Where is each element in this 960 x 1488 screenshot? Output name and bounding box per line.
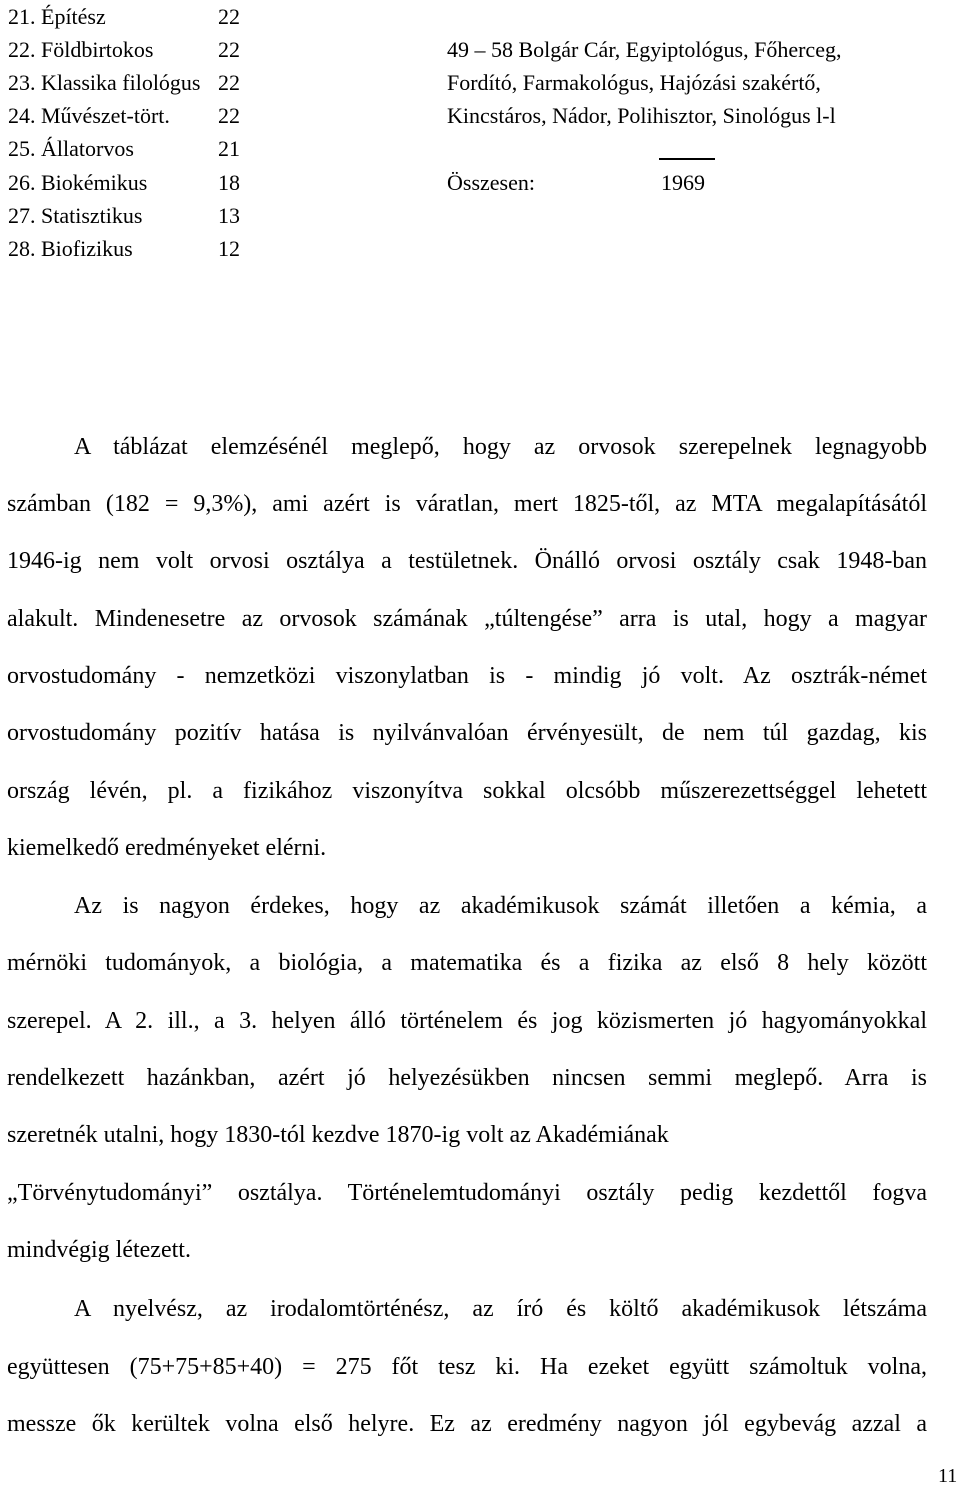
list-item-count: 21	[218, 136, 240, 161]
list-item-name: 25. Állatorvos	[8, 136, 134, 161]
paragraph-line: számban (182 = 9,3%), ami azért is váratlan, mert 1825-től, az MTA megalapításától	[7, 491, 927, 517]
list-item-name: 23. Klassika filológus	[8, 70, 201, 95]
paragraph-line: rendelkezett hazánkban, azért jó helyezésükben nincsen semmi meglepő. Arra is	[7, 1065, 927, 1091]
paragraph-line: A nyelvész, az irodalomtörténész, az író és költő akadémikusok létszáma	[74, 1296, 927, 1322]
list-item-name: 27. Statisztikus	[8, 203, 143, 228]
list-item-count: 22	[218, 37, 240, 62]
remaining-occupations-line: 49 – 58 Bolgár Cár, Egyiptológus, Főherceg,	[447, 37, 842, 62]
list-item-count: 22	[218, 103, 240, 128]
list-item-name: 21. Építész	[8, 4, 106, 29]
total-label: Összesen:	[447, 170, 535, 195]
page-number: 11	[938, 1465, 958, 1487]
paragraph-line: kiemelkedő eredményeket elérni.	[7, 835, 327, 861]
paragraph-line: mindvégig létezett.	[7, 1237, 191, 1263]
paragraph-line: messze ők kerültek volna első helyre. Ez az eredmény nagyon jól egybevág azzal a	[7, 1411, 927, 1437]
paragraph-line: orvostudomány - nemzetközi viszonylatban is - mindig jó volt. Az osztrák-német	[7, 663, 927, 689]
paragraph-line: ország lévén, pl. a fizikához viszonyítva sokkal olcsóbb műszerezettséggel lehetett	[7, 778, 927, 804]
paragraph-line: szeretnék utalni, hogy 1830-tól kezdve 1870-ig volt az Akadémiának	[7, 1122, 669, 1148]
sum-divider	[659, 158, 715, 160]
list-item-count: 12	[218, 236, 240, 261]
paragraph-line: „Törvénytudományi” osztálya. Történelemtudományi osztály pedig kezdettől fogva	[7, 1180, 927, 1206]
list-item-name: 22. Földbirtokos	[8, 37, 154, 62]
list-item-count: 22	[218, 70, 240, 95]
paragraph-line: együttesen (75+75+85+40) = 275 főt tesz ki. Ha ezeket együtt számoltuk volna,	[7, 1354, 927, 1380]
remaining-occupations-line: Kincstáros, Nádor, Polihisztor, Sinológus l-l	[447, 103, 836, 128]
total-value: 1969	[661, 170, 705, 195]
remaining-occupations-line: Fordító, Farmakológus, Hajózási szakértő,	[447, 70, 821, 95]
list-item-name: 26. Biokémikus	[8, 170, 148, 195]
paragraph-line: mérnöki tudományok, a biológia, a matematika és a fizika az első 8 hely között	[7, 950, 927, 976]
list-item-name: 24. Művészet-tört.	[8, 103, 170, 128]
paragraph-line: orvostudomány pozitív hatása is nyilvánvalóan érvényesült, de nem túl gazdag, kis	[7, 720, 927, 746]
paragraph-line: 1946-ig nem volt orvosi osztálya a testületnek. Önálló orvosi osztály csak 1948-ban	[7, 548, 927, 574]
paragraph-line: A táblázat elemzésénél meglepő, hogy az orvosok szerepelnek legnagyobb	[74, 434, 927, 460]
list-item-count: 13	[218, 203, 240, 228]
paragraph-line: Az is nagyon érdekes, hogy az akadémikusok számát illetően a kémia, a	[74, 893, 927, 919]
paragraph-line: szerepel. A 2. ill., a 3. helyen álló történelem és jog közismerten jó hagyományokkal	[7, 1008, 927, 1034]
list-item-name: 28. Biofizikus	[8, 236, 133, 261]
list-item-count: 22	[218, 4, 240, 29]
paragraph-line: alakult. Mindenesetre az orvosok számának „túltengése” arra is utal, hogy a magyar	[7, 606, 927, 632]
list-item-count: 18	[218, 170, 240, 195]
